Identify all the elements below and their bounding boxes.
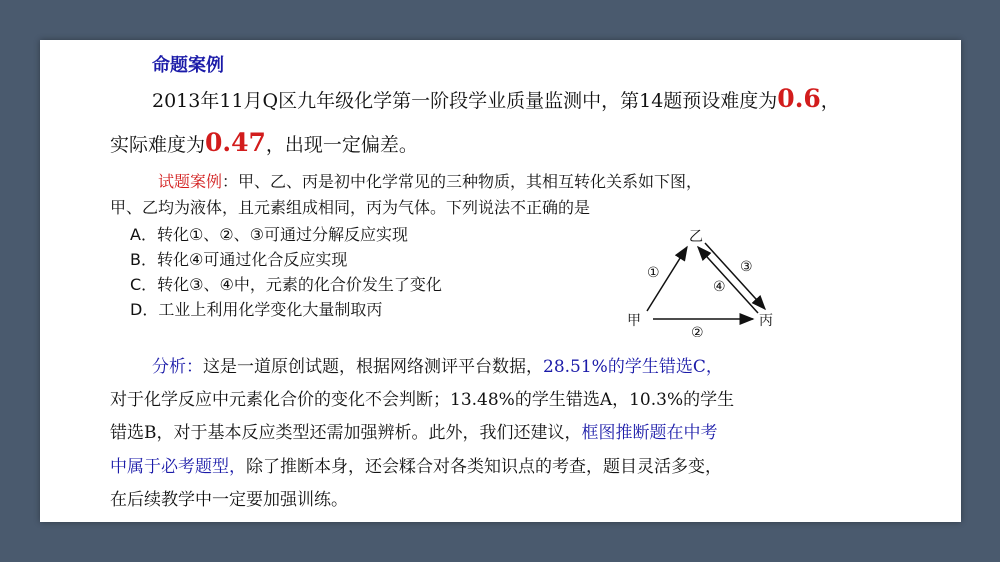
analysis-line-1	[152, 352, 723, 377]
node-bing: 丙	[759, 313, 773, 329]
label-4: ④	[713, 279, 726, 295]
analysis-highlight-1: 28.51%的学生错选C，	[543, 357, 723, 377]
question-text-1: ：甲、乙、丙是初中化学常见的三种物质，其相互转化关系如下图，	[222, 172, 703, 191]
intro-text-3: ，出现一定偏差。	[265, 134, 418, 156]
label-3: ③	[740, 259, 753, 275]
analysis-text-4: 除了推断本身，还会糅合对各类知识点的考查，题目灵活多变，	[246, 457, 722, 477]
page-title: 命题案例	[152, 55, 224, 76]
analysis-label: 分析：	[152, 357, 203, 377]
conversion-diagram	[625, 225, 795, 337]
arrow-4	[698, 247, 758, 313]
analysis-line-2: 对于化学反应中元素化合价的变化不会判断；13.48%的学生错选A，10.3%的学生	[110, 390, 735, 410]
analysis-line-3	[110, 418, 718, 443]
arrow-3	[705, 243, 765, 309]
analysis-line-4	[110, 452, 722, 477]
preset-difficulty: 0.6	[777, 84, 821, 113]
question-line-2: 甲、乙均为液体，且元素组成相同，丙为气体。下列说法不正确的是	[110, 198, 591, 217]
analysis-highlight-2: 框图推断题在中考	[581, 423, 718, 443]
question-label: 试题案例	[158, 172, 223, 191]
intro-text: 2013年11月Q区九年级化学第一阶段学业质量监测中，第14题预设难度为	[152, 90, 778, 112]
question-line-1	[158, 169, 702, 192]
option-d: D．工业上利用化学变化大量制取丙	[130, 300, 383, 319]
intro-text-2: 实际难度为	[110, 134, 206, 156]
analysis-line-5: 在后续教学中一定要加强训练。	[110, 490, 348, 510]
node-yi: 乙	[689, 229, 703, 245]
intro-punct: ，	[820, 90, 840, 112]
actual-difficulty: 0.47	[205, 128, 266, 157]
intro-line-2	[110, 128, 418, 157]
slide	[40, 40, 961, 522]
option-a: A．转化①、②、③可通过分解反应实现	[130, 225, 408, 244]
option-c: C．转化③、④中，元素的化合价发生了变化	[130, 275, 442, 294]
node-jia: 甲	[627, 313, 641, 329]
analysis-text-1: 这是一道原创试题，根据网络测评平台数据，	[203, 357, 543, 377]
label-2: ②	[691, 325, 704, 337]
option-b: B．转化④可通过化合反应实现	[130, 250, 348, 269]
intro-line-1	[152, 84, 840, 113]
analysis-text-3: 错选B，对于基本反应类型还需加强辨析。此外，我们还建议，	[110, 423, 582, 443]
label-1: ①	[647, 265, 660, 281]
analysis-highlight-3: 中属于必考题型，	[110, 457, 246, 477]
